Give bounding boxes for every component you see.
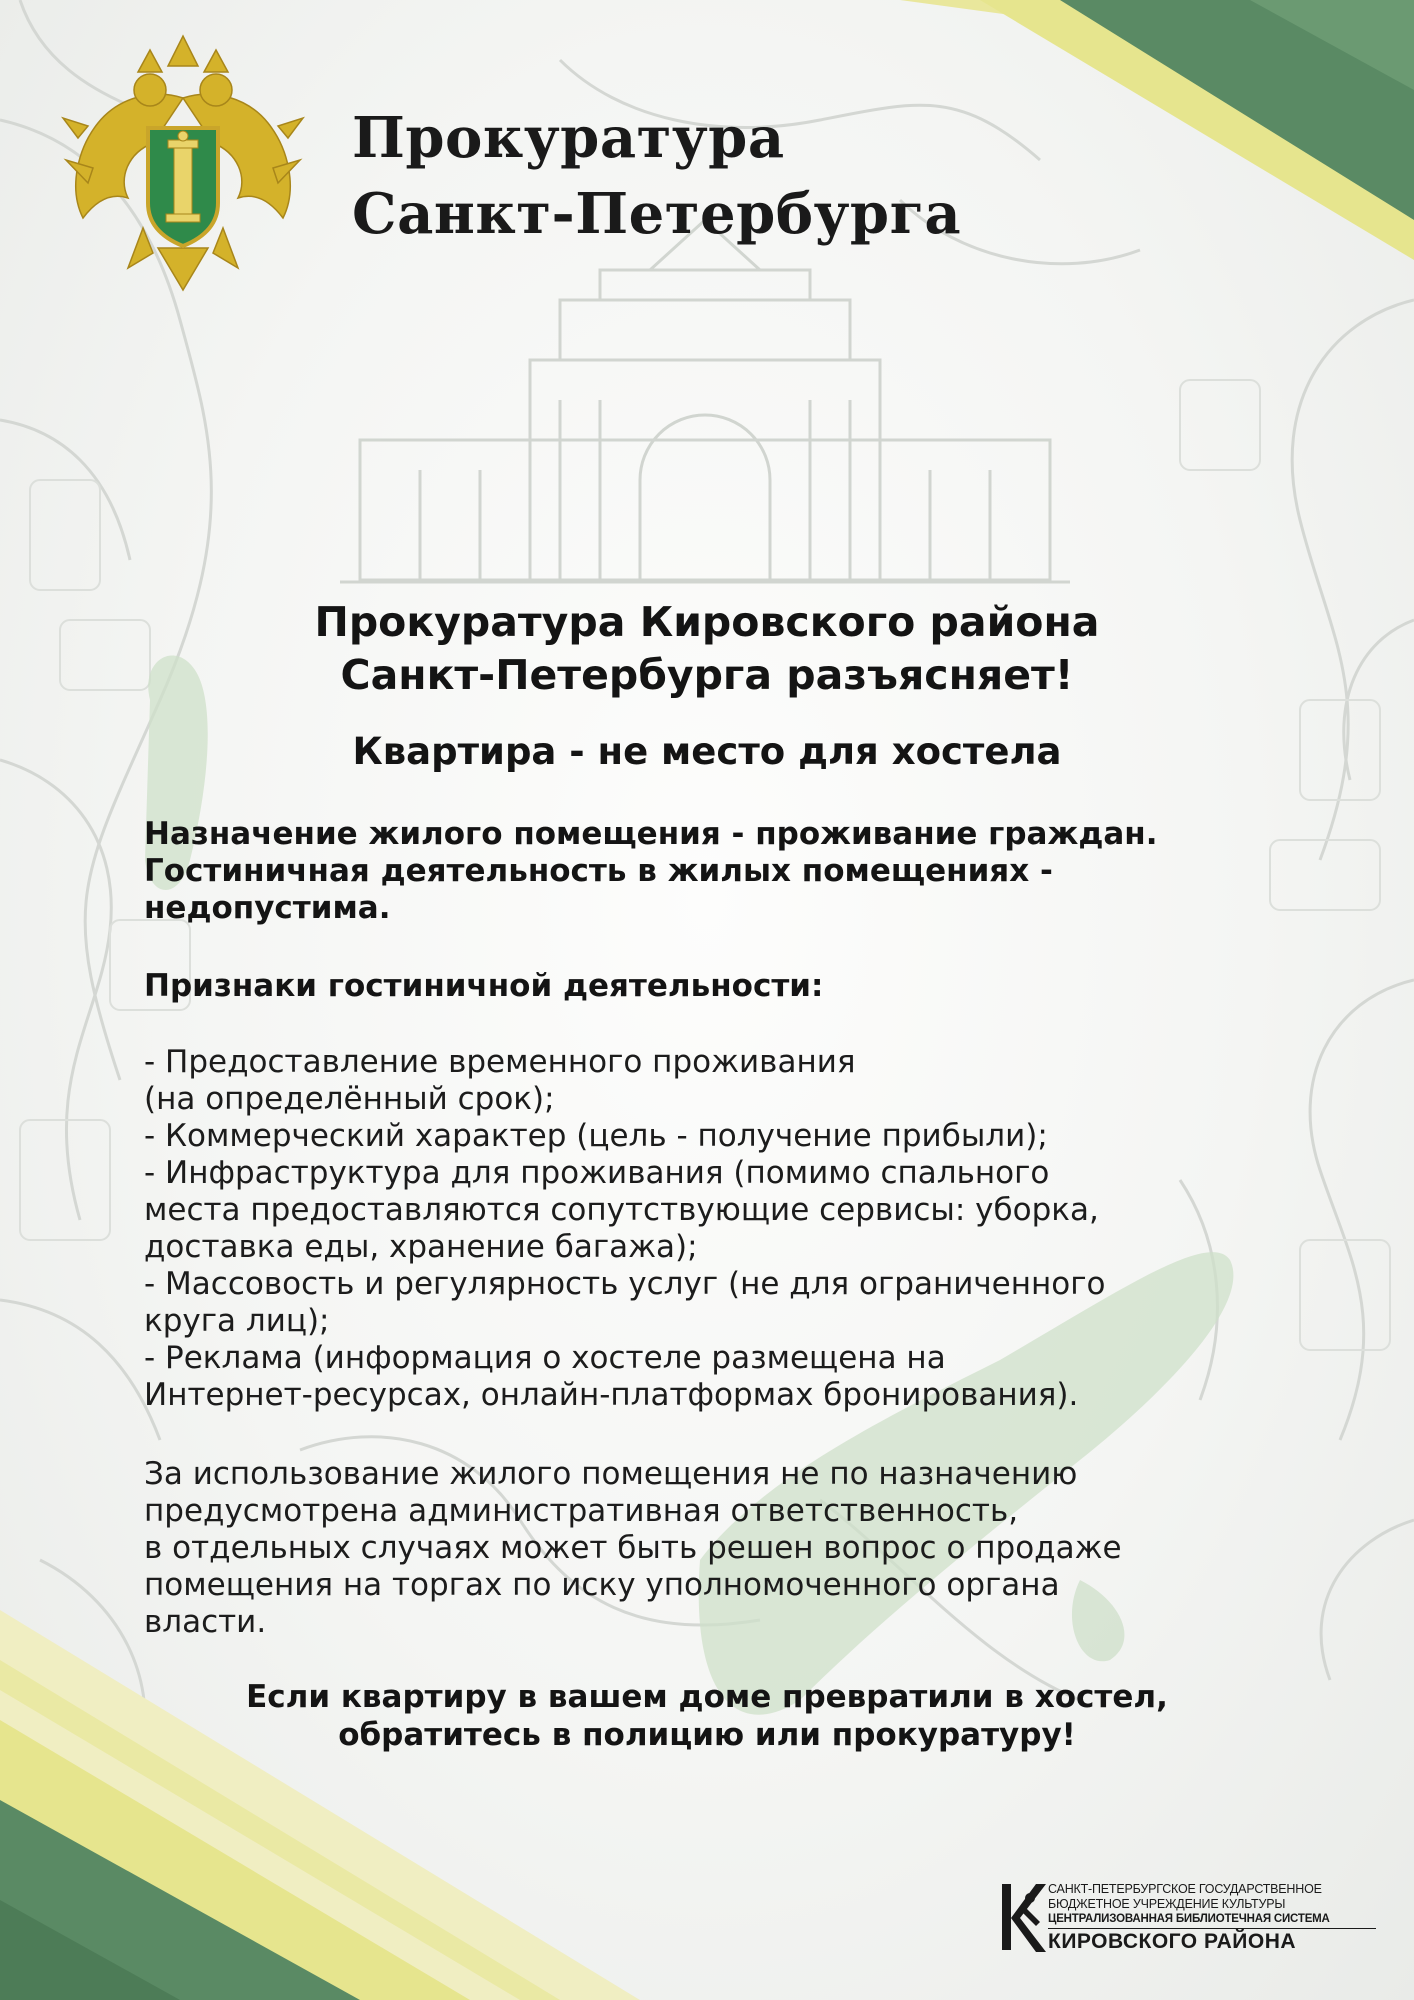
liability-line: помещения на торгах по иску уполномоченного органа (144, 1567, 1060, 1603)
signs-line: места предоставляются сопутствующие сервисы: уборка, (144, 1192, 1099, 1228)
signs-line: Интернет-ресурсах, онлайн-платформах бронирования). (144, 1377, 1079, 1413)
corner-stripes-bottom-left (0, 1610, 640, 2000)
office-title-line: Санкт-Петербурга (352, 181, 962, 247)
double-headed-eagle-emblem-icon (58, 28, 308, 298)
liability-line: власти. (144, 1604, 267, 1640)
signs-line: - Массовость и регулярность услуг (не для ограниченного (144, 1266, 1106, 1302)
signs-line: - Предоставление временного проживания (144, 1044, 856, 1080)
library-logo (996, 1876, 1376, 1958)
library-logo-line: КИРОВСКОГО РАЙОНА (1048, 1930, 1297, 1953)
notice-heading (180, 596, 1234, 702)
office-title-line: Прокуратура (352, 105, 785, 171)
signs-line: доставка еды, хранение багажа); (144, 1229, 698, 1265)
signs-heading-text: Признаки гостиничной деятельности: (144, 968, 824, 1004)
library-logo-line: БЮДЖЕТНОЕ УЧРЕЖДЕНИЕ КУЛЬТУРЫ (1048, 1897, 1286, 1911)
signs-line: - Инфраструктура для проживания (помимо спального (144, 1155, 1050, 1191)
notice-subtitle: Квартира - не место для хостела (352, 730, 1062, 773)
signs-list (144, 1044, 1284, 1414)
call-to-action (144, 1678, 1270, 1754)
purpose-line: Назначение жилого помещения - проживание граждан. (144, 816, 1158, 852)
purpose-line: Гостиничная деятельность в жилых помещениях - (144, 853, 1053, 889)
call-to-action-line: Если квартиру в вашем доме превратили в хостел, (246, 1679, 1168, 1715)
library-logo-text (1048, 1882, 1376, 1955)
purpose-line: недопустима. (144, 890, 391, 926)
liability-line: в отдельных случаях может быть решен вопрос о продаже (144, 1530, 1122, 1566)
signs-line: круга лиц); (144, 1303, 330, 1339)
notice-heading-line: Прокуратура Кировского района (314, 598, 1100, 646)
liability-line: предусмотрена административная ответственность, (144, 1493, 1019, 1529)
arch-illustration (340, 220, 1070, 582)
signs-line: (на определённый срок); (144, 1081, 555, 1117)
library-logo-line: ЦЕНТРАЛИЗОВАННАЯ БИБЛИОТЕЧНАЯ СИСТЕМА (1048, 1912, 1376, 1929)
call-to-action-line: обратитесь в полицию или прокуратуру! (338, 1717, 1076, 1753)
liability-paragraph (144, 1456, 1284, 1641)
library-k-mark-icon (996, 1876, 1056, 1958)
office-title (352, 100, 1052, 252)
liability-line: За использование жилого помещения не по назначению (144, 1456, 1078, 1492)
library-logo-line: САНКТ-ПЕТЕРБУРГСКОЕ ГОСУДАРСТВЕННОЕ (1048, 1882, 1322, 1896)
purpose-paragraph (144, 816, 1284, 927)
signs-line: - Реклама (информация о хостеле размещена на (144, 1340, 946, 1376)
notice-heading-line: Санкт-Петербурга разъясняет! (340, 651, 1074, 699)
signs-heading (144, 968, 1284, 1005)
signs-line: - Коммерческий характер (цель - получение прибыли); (144, 1118, 1048, 1154)
